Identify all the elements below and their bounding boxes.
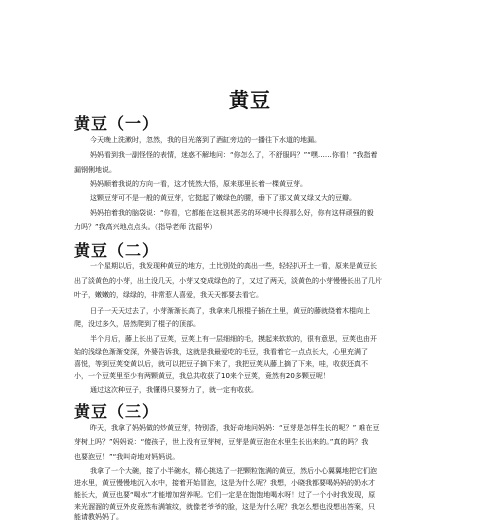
section-heading-3: 黄豆（三） (74, 402, 160, 421)
paragraph-line: 喜悦，等到豆荚变黄以后，就可以把豆子摘下来了，我把豆荚从藤上摘了下来，哇，收获还真不 (74, 360, 368, 368)
document-title: 黄豆 (229, 88, 271, 112)
paragraph-line: 我拿了一个大碗，接了小半碗水，精心挑选了一把颗粒饱满的黄豆，然后小心翼翼地把它们泡 (90, 467, 377, 475)
paragraph-line: 来光溜溜的黄豆外皮竟然布满皱纹，就像老爷爷的脸，这是为什么呢？我怎么想也没想出答案，只 (74, 503, 375, 511)
paragraph-line: 力吗？”我高兴地点点头。（指导老师 沈韶华） (74, 223, 217, 231)
paragraph-line: 进水里，黄豆慢慢地沉入水中，接着开始冒泡，这是为什么呢？我想，小晓我都要喝妈妈的奶水才 (74, 479, 375, 487)
paragraph-line: 也要泡豆！”“我叫奇地对妈妈说。 (74, 453, 180, 461)
paragraph-line: 昨天，我拿了妈妈做的炒黄豆芽，特别香，我好奇地问妈妈：“豆芽是怎样生长的呢？” 难在豆 (90, 424, 380, 432)
paragraph-line: 日子一天天过去了，小芽渐渐长高了，我拿来几根棍子插在土里，黄豆的藤就绕着木棍向上 (90, 307, 370, 315)
section-heading-2: 黄豆（二） (74, 241, 160, 260)
paragraph-line: 叶子，嫩嫩的，绿绿的，非常惹人喜爱，我天天都要去看它。 (74, 291, 263, 299)
paragraph-line: 一个星期以后，我发现种黄豆的地方，土比别处的高出一些，轻轻扒开土一看，原来是黄豆长 (90, 262, 377, 270)
paragraph-line: 半个月后，藤上长出了豆荚，豆荚上有一层细细的毛，摸起来软软的，很有意思，豆荚也由开 (90, 335, 377, 343)
paragraph-line: 小，一个豆荚里至少有两颗黄豆，我总共收获了10来个豆荚，竟然有20多颗豆呢！ (74, 372, 330, 380)
paragraph-line: 芽树上吗？”妈妈说：“傻孩子，世上没有豆芽树，豆芽是黄豆泡在水里生长出来的。”真的吗？我 (74, 438, 369, 446)
paragraph-line: 通过这次种豆子，我懂得只要努力了，就一定有收获。 (90, 386, 258, 394)
paragraph-line: 出了淡黄色的小芽，出土没几天，小芽又变成绿色的了，又过了两天，淡黄色的小芽慢慢长出了几片 (74, 277, 382, 285)
paragraph-line: 这颗豆芽可不是一般的黄豆芽，它挺起了嫩绿色的腰，垂下了那又黄又绿又大的豆瓣。 (90, 194, 356, 202)
paragraph-line: 妈妈拍着我的脑袋说：“你看，它都能在这根其恶劣的环境中长得那么好，你有这样顽强的毅 (90, 209, 374, 217)
paragraph-line: 今天晚上洗漱时，忽然，我的目光落到了酒缸旁边的一播往下水道的地漏。 (90, 136, 321, 144)
paragraph-line: 爬，没过多久，居然爬到了棍子的顶部。 (74, 320, 200, 328)
paragraph-line: 妈妈看到我一副怪怪的表情，迷惑不解地问：“你怎么了，不舒服吗？”“嘿……你看！”我指着 (90, 151, 378, 159)
paragraph-line: 妈妈顺着我说的方向一看，这才恍然大悟，原来那里长着一棵黄豆芽。 (90, 180, 307, 188)
paragraph-line: 能请教妈妈了。 (74, 513, 123, 521)
paragraph-line: 始的浅绿色渐渐变深，外婆告诉我，这就是我最爱吃的毛豆，我看着它一点点长大，心里充满了 (74, 348, 368, 356)
paragraph-line: 能长大，黄豆也要“喝水”才能增加营养呢。它们一定是在饱饱地喝水呀！过了一个小时我发现，原 (74, 491, 376, 499)
paragraph-line: 漏钢俐地说。 (74, 166, 116, 174)
section-heading-1: 黄豆（一） (74, 114, 160, 133)
